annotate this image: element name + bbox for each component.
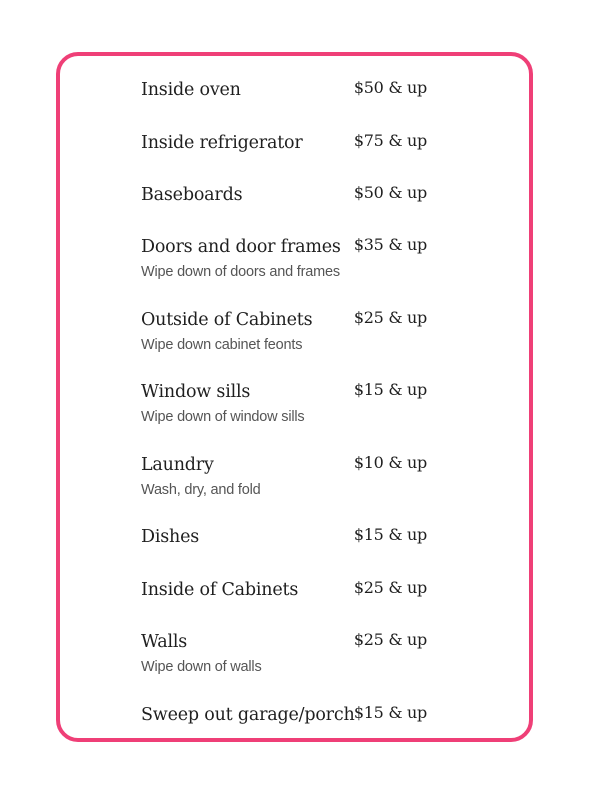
service-name: Baseboards [141, 185, 243, 205]
service-name: Dishes [141, 527, 200, 547]
service-description: Wipe down of walls [141, 659, 262, 675]
price-list-card [56, 52, 533, 742]
service-price: $10 & up [353, 453, 427, 472]
service-name: Inside refrigerator [141, 133, 303, 153]
service-description: Wash, dry, and fold [141, 482, 261, 498]
service-price: $15 & up [353, 380, 427, 399]
service-name: Sweep out garage/porch [141, 705, 355, 725]
service-price: $75 & up [353, 131, 427, 150]
service-price: $25 & up [353, 578, 427, 597]
service-price: $25 & up [353, 630, 427, 649]
service-description: Wipe down of window sills [141, 409, 305, 425]
service-price: $35 & up [353, 235, 427, 254]
service-price: $25 & up [353, 308, 427, 327]
service-price: $15 & up [353, 703, 427, 722]
service-description: Wipe down of doors and frames [141, 264, 340, 280]
service-description: Wipe down cabinet feonts [141, 337, 303, 353]
service-name: Doors and door frames [141, 237, 341, 257]
service-price: $50 & up [353, 78, 427, 97]
service-name: Walls [141, 632, 188, 652]
service-price: $15 & up [353, 525, 427, 544]
service-name: Inside of Cabinets [141, 580, 299, 600]
service-name: Laundry [141, 455, 214, 475]
service-name: Window sills [141, 382, 251, 402]
service-price: $50 & up [353, 183, 427, 202]
service-name: Outside of Cabinets [141, 310, 313, 330]
service-name: Inside oven [141, 80, 241, 100]
